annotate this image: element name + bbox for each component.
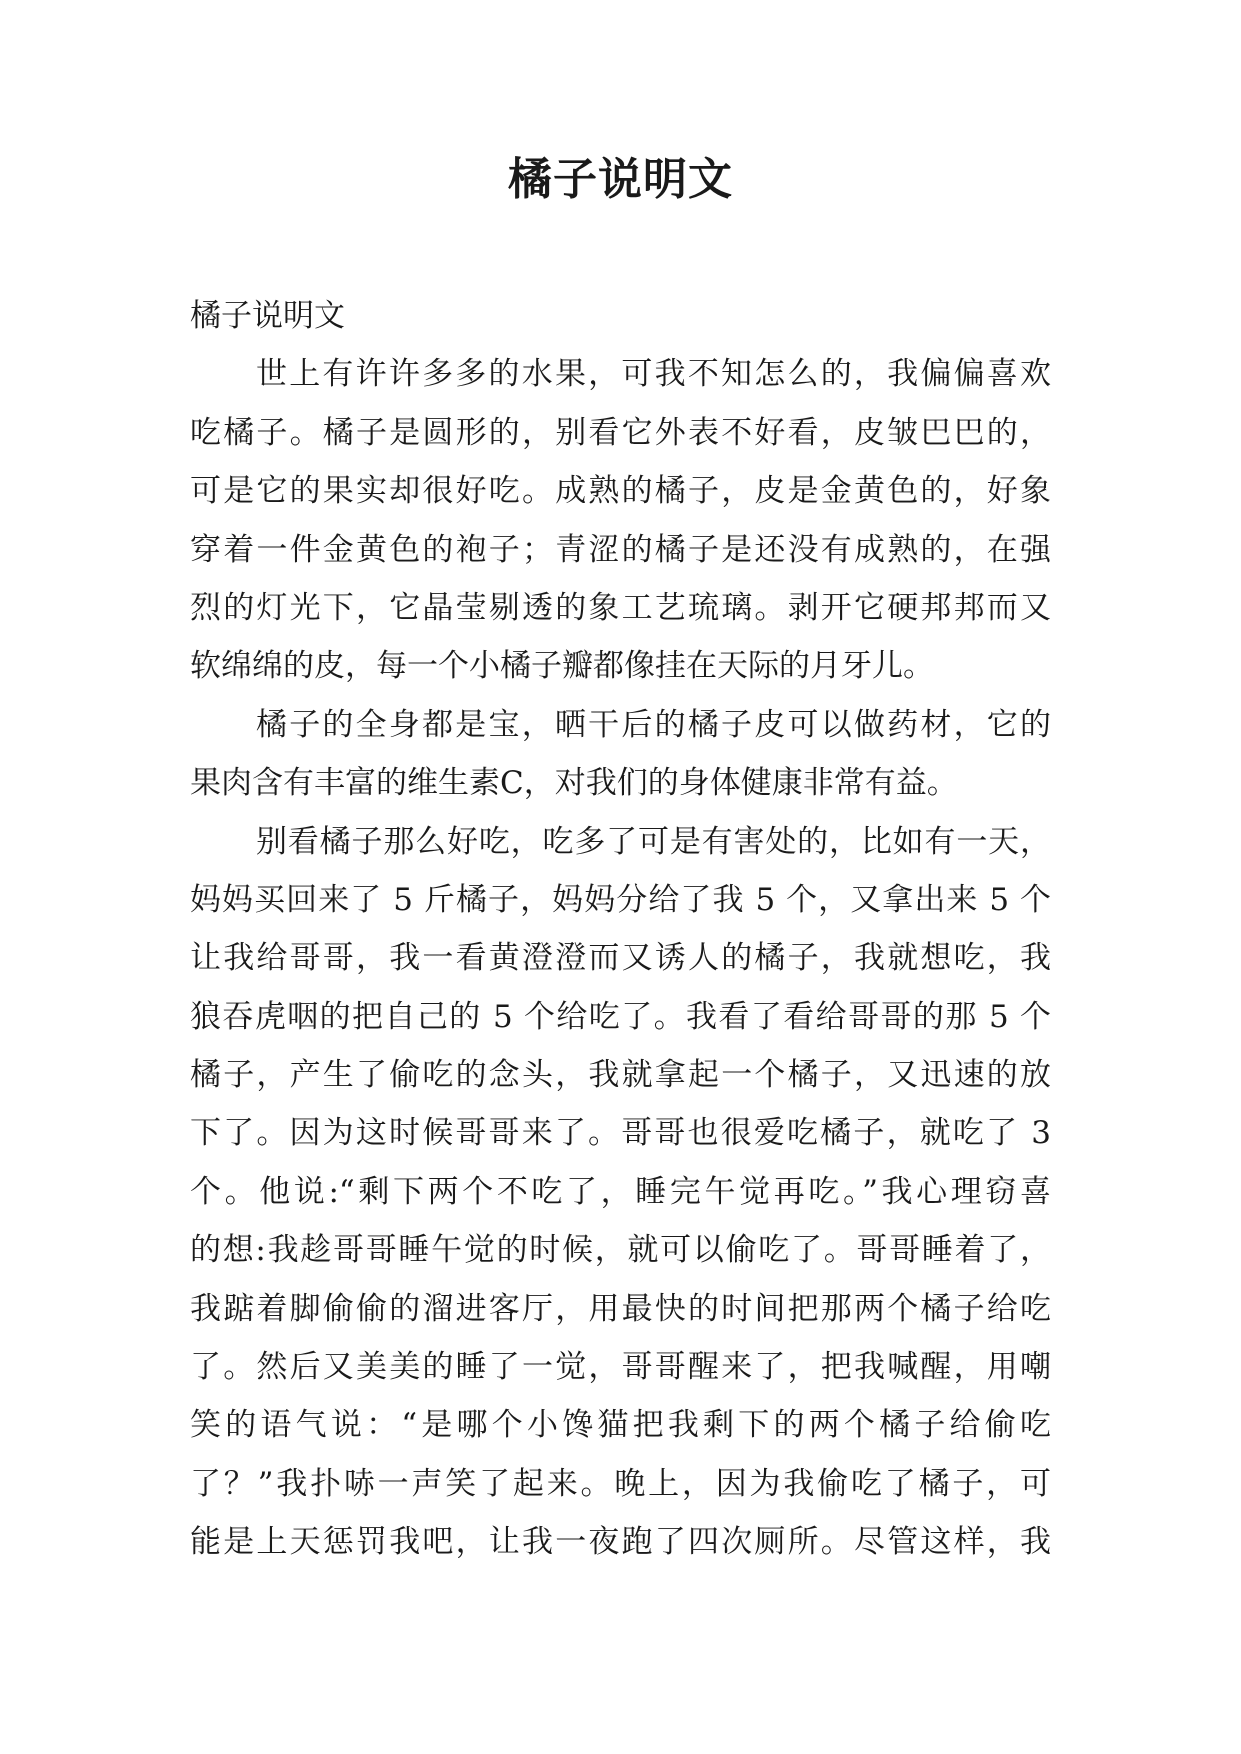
text-line: 个。他说:“剩下两个不吃了，睡完午觉再吃。”我心理窃喜 <box>190 1173 1051 1210</box>
text-line: 果肉含有丰富的维生素C，对我们的身体健康非常有益。 <box>190 765 958 802</box>
text-line: 软绵绵的皮，每一个小橘子瓣都像挂在天际的月牙儿。 <box>190 648 934 685</box>
text-line: 让我给哥哥，我一看黄澄澄而又诱人的橘子，我就想吃，我 <box>190 940 1051 977</box>
text-line: 我踮着脚偷偷的溜进客厅，用最快的时间把那两个橘子给吃 <box>190 1290 1051 1327</box>
text-line: 穿着一件金黄色的袍子；青涩的橘子是还没有成熟的，在强 <box>190 531 1051 568</box>
document-body <box>190 287 1051 1572</box>
text-line: 吃橘子。橘子是圆形的，别看它外表不好看，皮皱巴巴的， <box>190 414 1051 451</box>
text-line: 了。然后又美美的睡了一觉，哥哥醒来了，把我喊醒，用嘲 <box>190 1349 1051 1386</box>
section-heading: 橘子说明文 <box>190 298 345 334</box>
document-title: 橘子说明文 <box>508 154 733 205</box>
text-line: 烈的灯光下，它晶莹剔透的象工艺琉璃。剥开它硬邦邦而又 <box>190 589 1051 626</box>
text-line: 了？”我扑哧一声笑了起来。晚上，因为我偷吃了橘子，可 <box>190 1465 1051 1502</box>
text-line: 橘子，产生了偷吃的念头，我就拿起一个橘子，又迅速的放 <box>190 1057 1051 1094</box>
text-line: 狼吞虎咽的把自己的 5 个给吃了。我看了看给哥哥的那 5 个 <box>190 998 1051 1035</box>
text-line: 妈妈买回来了 5 斤橘子，妈妈分给了我 5 个，又拿出来 5 个 <box>190 881 1051 918</box>
text-line: 笑的语气说：“是哪个小馋猫把我剩下的两个橘子给偷吃 <box>190 1407 1051 1444</box>
text-line: 世上有许许多多的水果，可我不知怎么的，我偏偏喜欢 <box>256 356 1051 393</box>
text-line: 可是它的果实却很好吃。成熟的橘子，皮是金黄色的，好象 <box>190 473 1051 510</box>
text-line: 橘子的全身都是宝，晒干后的橘子皮可以做药材，它的 <box>256 706 1051 743</box>
text-line: 下了。因为这时候哥哥来了。哥哥也很爱吃橘子，就吃了 3 <box>190 1115 1051 1152</box>
text-line: 别看橘子那么好吃，吃多了可是有害处的，比如有一天， <box>256 823 1051 860</box>
text-line: 的想:我趁哥哥睡午觉的时候，就可以偷吃了。哥哥睡着了， <box>190 1232 1051 1269</box>
text-line: 能是上天惩罚我吧，让我一夜跑了四次厕所。尽管这样，我 <box>190 1524 1051 1561</box>
